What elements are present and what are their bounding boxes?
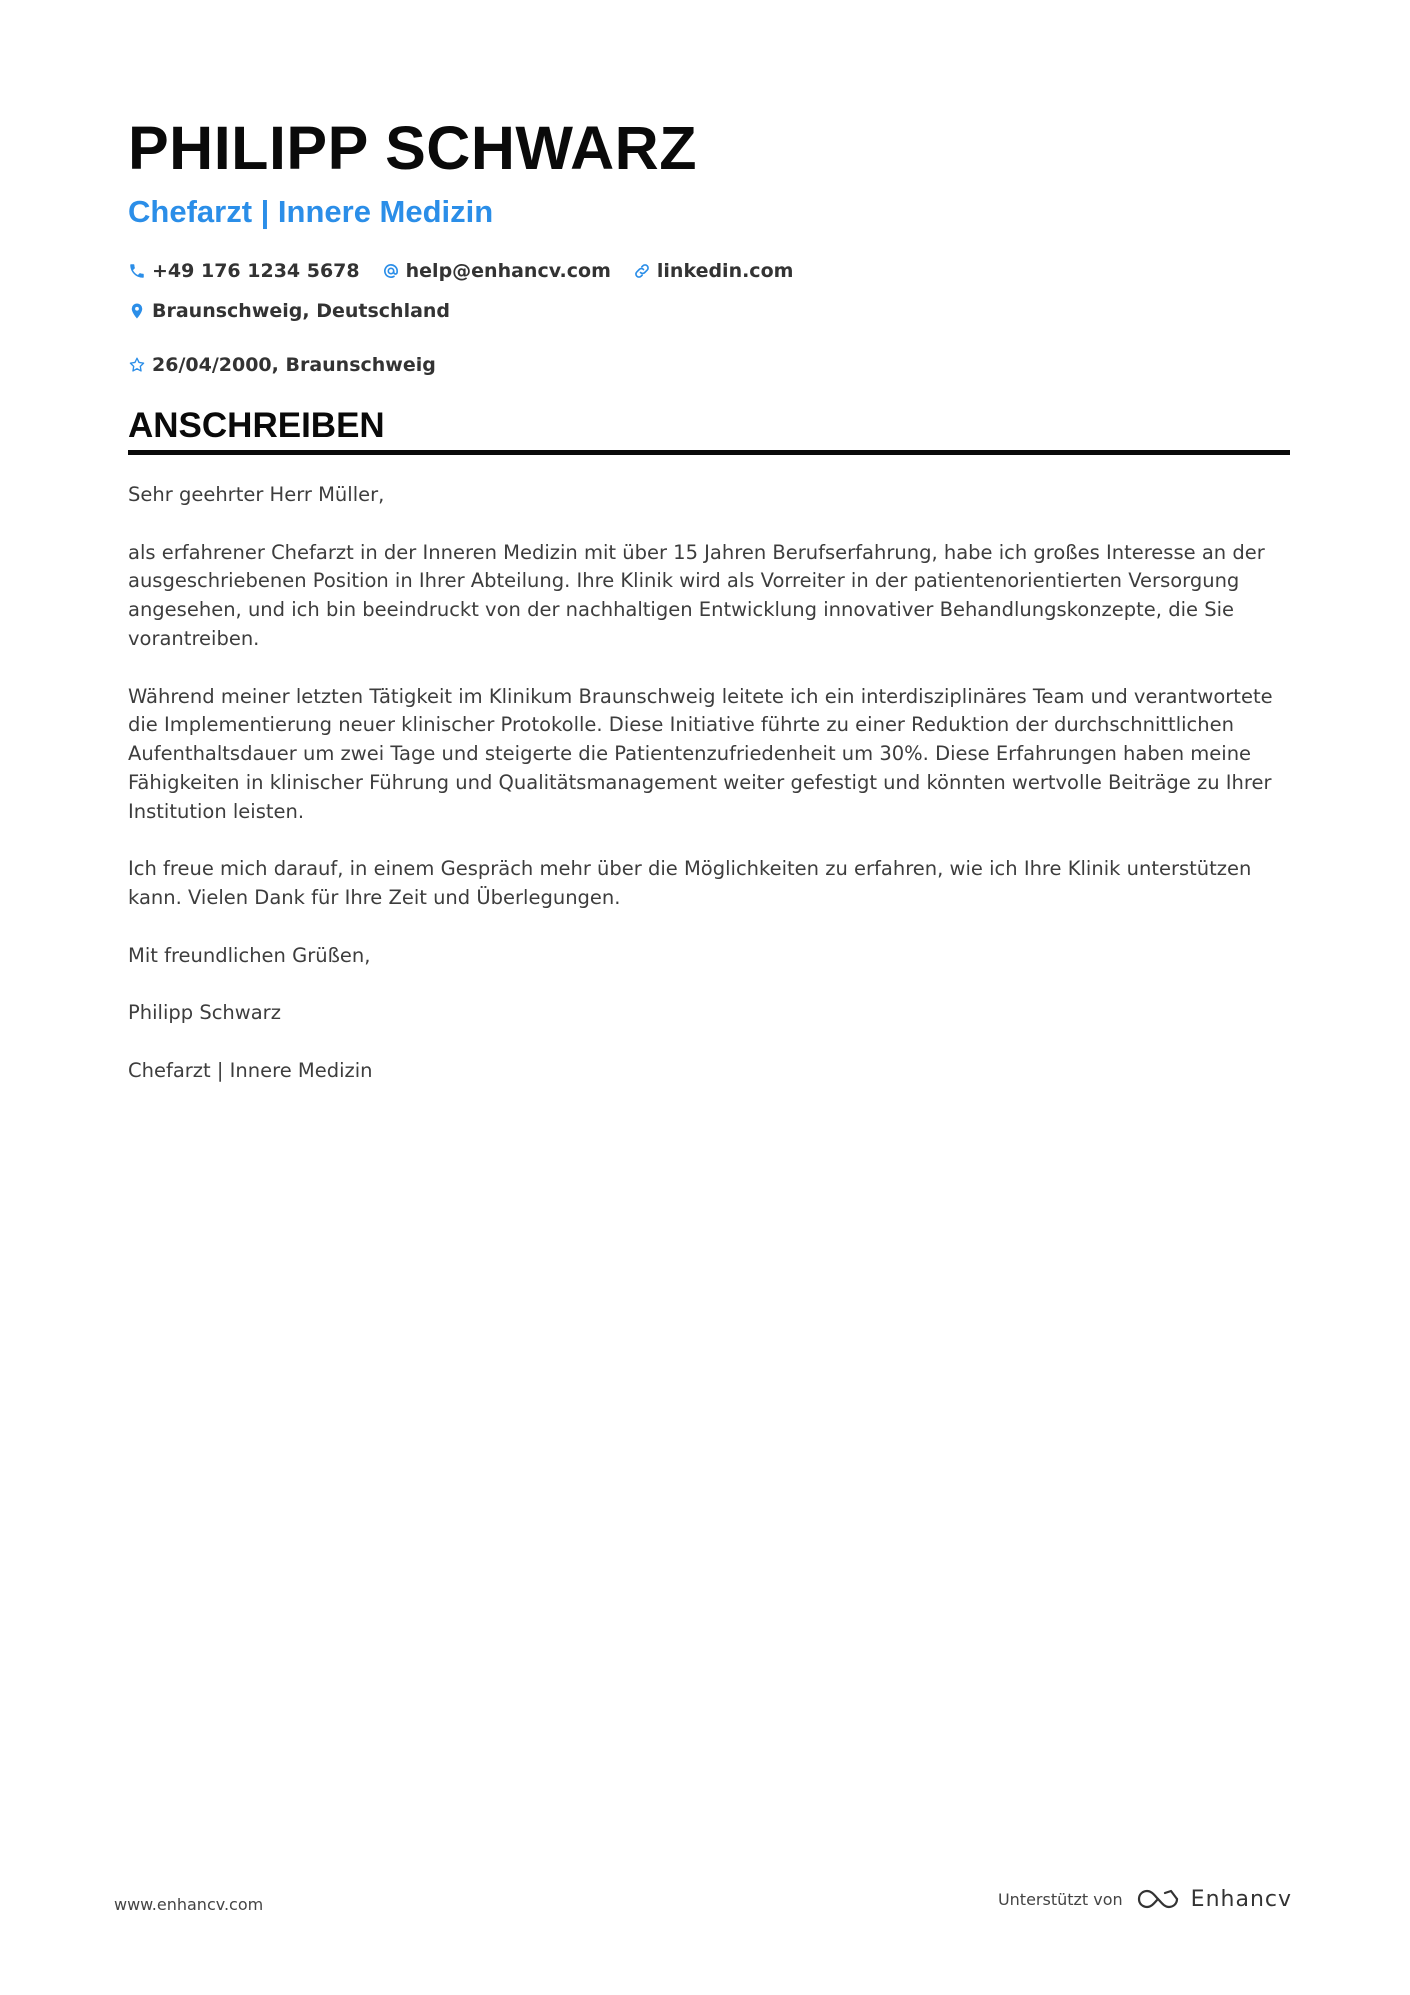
letter-paragraph: als erfahrener Chefarzt in der Inneren Medizin mit über 15 Jahren Berufserfahrung, habe ich großes Interesse an der ausgeschriebenen Position in Ihrer Abteilung. Ihre Klinik wird als Vorreiter in der patientenorientierten Versorgung angesehen, und ich bin beeindruckt von der nachhaltigen Entwicklung innovativer Behandlungskonzepte, die Sie vorantreiben. <box>128 540 1265 650</box>
contact-location <box>128 298 450 324</box>
contact-birth <box>128 352 436 378</box>
phone-icon <box>128 262 146 280</box>
section-divider <box>128 450 1290 455</box>
powered-by-text: Unterstützt von <box>997 1889 1123 1909</box>
cover-letter-section <box>128 404 1290 1115</box>
link-icon <box>633 262 651 280</box>
letter-body <box>128 481 1290 1086</box>
brand-name: Enhancv <box>1190 1886 1292 1912</box>
letter-paragraph: Ich freue mich darauf, in einem Gespräch mehr über die Möglichkeiten zu erfahren, wie ich Ihre Klinik unterstützen kann. Vielen Dank für Ihre Zeit und Überlegungen. <box>128 857 1252 910</box>
footer-website[interactable]: www.enhancv.com <box>114 1895 264 1914</box>
star-icon <box>128 356 146 374</box>
header <box>128 108 1290 378</box>
contact-phone <box>128 258 360 284</box>
section-title: ANSCHREIBEN <box>128 406 385 445</box>
contact-email-text: help@enhancv.com <box>405 260 611 282</box>
signature-name: Philipp Schwarz <box>128 1001 281 1025</box>
letter-salutation: Sehr geehrter Herr Müller, <box>128 483 385 506</box>
contact-phone-text: +49 176 1234 5678 <box>152 260 360 282</box>
location-pin-icon <box>128 302 146 320</box>
letter-paragraph: Während meiner letzten Tätigkeit im Klinikum Braunschweig leitete ich ein interdisziplinäres Team und verantwortete die Implementierung neuer klinischer Protokolle. Diese Initiative führte zu einer Reduktion der durchschnittlichen Aufenthaltsdauer um zwei Tage und steigerte die Patientenzufriedenheit um 30%. Diese Erfahrungen haben meine Fähigkeiten in klinischer Führung und Qualitätsmanagement weiter gefestigt und könnten wertvolle Beiträge zu Ihrer Institution leisten. <box>128 684 1273 823</box>
enhancv-logo-icon <box>1135 1885 1181 1913</box>
letter-closing: Mit freundlichen Grüßen, <box>128 943 371 967</box>
at-icon <box>382 262 400 280</box>
contact-list <box>128 258 1128 378</box>
contact-linkedin[interactable] <box>633 258 794 284</box>
applicant-name: PHILIPP SCHWARZ <box>128 114 697 182</box>
contact-linkedin-text: linkedin.com <box>656 260 794 282</box>
contact-location-text: Braunschweig, Deutschland <box>152 300 451 322</box>
footer-branding <box>998 1885 1292 1913</box>
contact-birth-text: 26/04/2000, Braunschweig <box>152 354 436 376</box>
contact-email[interactable] <box>382 258 611 284</box>
job-title: Chefarzt | Innere Medizin <box>128 194 494 229</box>
signature-title: Chefarzt | Innere Medizin <box>128 1058 373 1082</box>
